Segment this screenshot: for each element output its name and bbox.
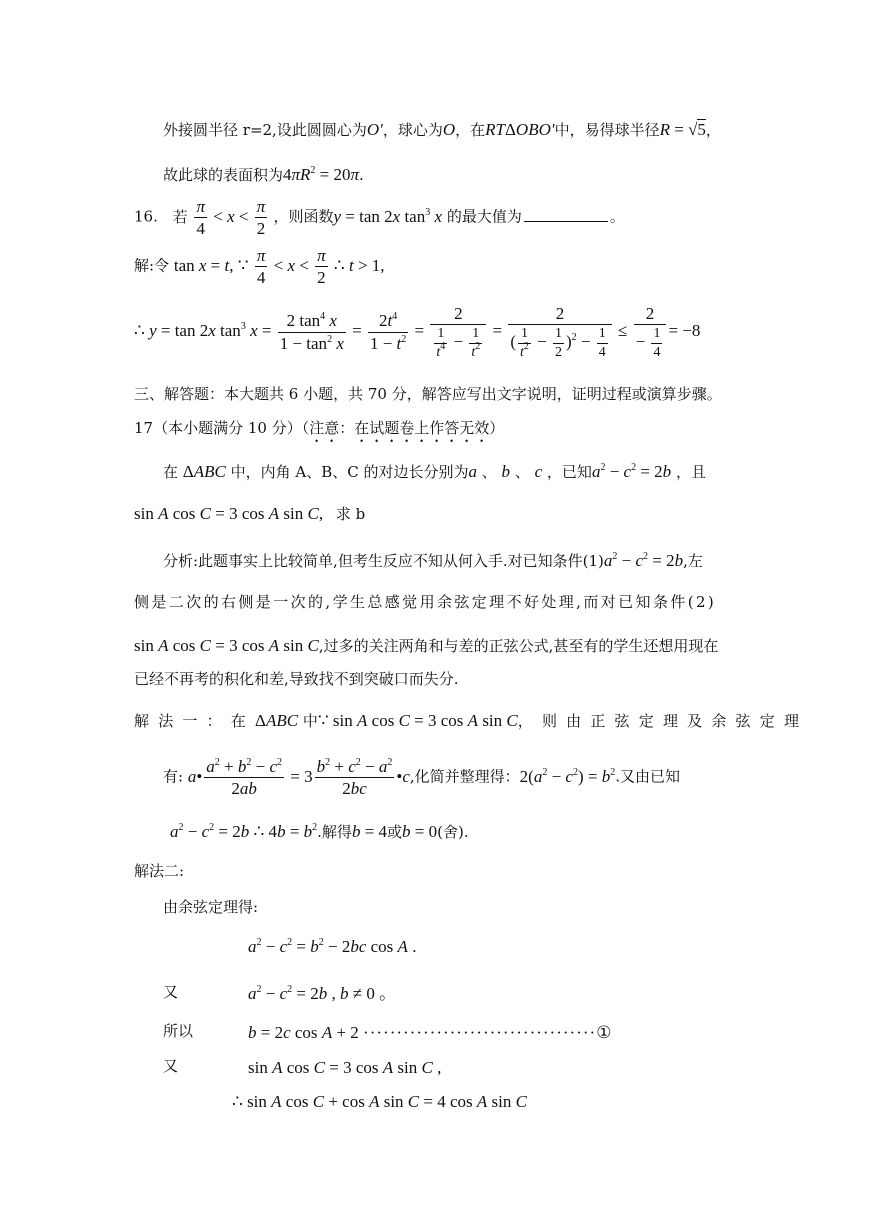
math-derive: $a^2 - c^2 = 2b$ ∴ $4b = b^2$ [170, 822, 318, 841]
paragraph-line-1 [163, 121, 721, 138]
text: 中，内角 A、B、C 的对边长分别为 [230, 463, 469, 481]
math-o-prime: O′ [366, 120, 383, 139]
q16-statement [134, 196, 625, 240]
question-number: 16. [134, 207, 158, 226]
text: ） [489, 419, 505, 437]
q16-solution-line-2: ∴ y = tan 2x $\tan^3 x$ = $\frac{2 \tan^4 x}{1 - \tan^2 x}$ = $\frac{2t^4}{1 - t^2}$ = 2 $\frac{1}{t^4}$ − $\frac{1}{t^2}$ = 2 ( $\frac{1}{t^2}$ − $\frac{1}{2}$ )$^2$ − $\frac{1}{4}$ ≤ 2 − $\frac{1}{4}$ = −8 [134, 304, 701, 360]
method2-eq-4: sin A cos C = 3 cos A sin C , [248, 1058, 442, 1077]
math-range: $\frac{\pi}{4}$ < x < $\frac{\pi}{2}$ [196, 197, 266, 239]
text: ， [705, 121, 721, 139]
method2-cos-label: 由余弦定理得: [163, 898, 259, 916]
method1-line-1 [134, 712, 808, 729]
analysis-line-1 [163, 552, 703, 569]
math-condition-1: $a^2 - c^2 = 2b$ [603, 551, 684, 570]
q17-header [134, 419, 504, 446]
text: 中，易得球半径 [554, 121, 660, 139]
text: ，球心为 [382, 121, 443, 139]
text: 外接圆半径 r=2,设此圆圆心为 [163, 121, 367, 139]
text: 分析:此题事实上比较简单,但考生反应不知从何入手.对已知条件(1) [163, 552, 604, 570]
text: 或 [387, 823, 403, 841]
text: ，则由正弦定理及余弦定理 [517, 712, 809, 730]
analysis-line-4: 已经不再考的积化和差,导致找不到突破口而失分. [134, 670, 459, 688]
text: 故此球的表面积为 [163, 166, 284, 184]
answer-blank [524, 221, 608, 222]
math-law-of-cosines: a• $\frac{a^2 + b^2 - c^2}{2ab}$ = 3 $\frac{b^2 + c^2 - a^2}{2bc}$ •c [187, 757, 410, 799]
section-heading: 三、解答题：本大题共 6 小题，共 70 分，解答应写出文字说明，证明过程或演算步骤。 [134, 385, 722, 403]
math-b: b [501, 462, 511, 481]
q16-solution-line-1 [134, 245, 385, 289]
math-o: O [442, 120, 456, 139]
text: ，且 [675, 463, 706, 481]
q17-statement-line-2 [134, 505, 365, 522]
math-b4: b = 4 [351, 822, 388, 841]
math-triangle: RTΔOBO′ [485, 120, 555, 139]
method2-label: 解法二: [134, 862, 185, 880]
math-radius: R = √5 [659, 120, 706, 139]
math-condition-2: sin A cos C = 3 cos A sin C, [134, 504, 324, 523]
method2-line-you-1 [163, 985, 178, 1000]
math-abc: ΔABC [255, 711, 299, 730]
math-c: c [534, 462, 543, 481]
circled-one: ① [596, 1023, 612, 1042]
math-function: y = tan 2x $\tan^3 x$ [333, 206, 443, 226]
text: .又由已知 [615, 767, 680, 786]
math-surface-area: $4\pi R^2 = 20\pi$ [283, 165, 360, 184]
paragraph-line-2 [163, 166, 364, 183]
math-abc: ΔABC [182, 462, 226, 481]
method1-line-2 [163, 756, 680, 800]
math-sides: a [468, 462, 477, 481]
text: 中 [302, 712, 318, 730]
text: 17（本小题满分 10 分）（ [134, 419, 310, 437]
text: ，则函数 [273, 207, 334, 226]
text: 求 b [335, 505, 366, 523]
label-you: 又 [163, 1057, 179, 1075]
math-substitution: tan x = t, ∵ $\frac{\pi}{4}$ < x < $\frac{\pi}{2}$ ∴ t > 1, [173, 246, 385, 288]
math-result: $2(a^2 - c^2) = b^2$ [519, 766, 616, 786]
text: ，已知 [546, 463, 592, 481]
math-condition-2: ∵ sin A cos C = 3 cos A sin C [317, 711, 518, 730]
method1-line-3 [170, 823, 469, 840]
q17-statement-line-1: 在 ΔABC 中，内角 A、B、C 的对边长分别为a 、 b 、 c ，已知$a^2 - c^2 = 2b$ ，且 [163, 462, 706, 481]
label-suoyi: 所以 [163, 1022, 194, 1040]
text: . [359, 166, 364, 184]
label-you: 又 [163, 983, 179, 1001]
text: 在 [163, 463, 179, 481]
q16-final: = −8 [668, 321, 701, 341]
analysis-line-3 [134, 637, 718, 654]
text: ,化简并整理得： [409, 767, 520, 786]
notice: 注意：在试题卷上作答无效 [309, 419, 490, 437]
math-condition-1: $a^2 - c^2 = 2b$ [591, 462, 672, 481]
text: 若 [172, 207, 188, 226]
method2-line-you-2 [163, 1059, 178, 1074]
text: ，在 [455, 121, 486, 139]
text: .解得 [317, 823, 352, 841]
text: (舍). [437, 823, 469, 841]
analysis-line-2: 侧是二次的右侧是一次的,学生总感觉用余弦定理不好处理,而对已知条件(2) [134, 593, 717, 611]
text: 解法一：在 [134, 712, 256, 730]
method2-line-suoyi [163, 1024, 193, 1039]
method2-eq-3: b = 2c cos A + 2 ···································① [248, 1023, 612, 1042]
text: 。 [609, 207, 625, 226]
text: ,过多的关注两角和与差的正弦公式,甚至有的学生还想用现在 [318, 637, 719, 655]
method2-eq-2: $a^2 - c^2 = 2b$ , b ≠ 0 。 [248, 984, 397, 1003]
method2-eq-1: $a^2 - c^2 = b^2 - 2bc$ cos A . [248, 937, 417, 956]
text: 的最大值为 [446, 207, 522, 226]
math-condition-2: sin A cos C = 3 cos A sin C [134, 636, 319, 655]
text: 解:令 [134, 256, 170, 275]
text: 有: [163, 767, 184, 786]
text: ,左 [683, 552, 703, 570]
math-b0: b = 0 [402, 822, 438, 841]
method2-eq-5: ∴ sin A cos C + cos A sin C = 4 cos A sin C [232, 1092, 527, 1111]
